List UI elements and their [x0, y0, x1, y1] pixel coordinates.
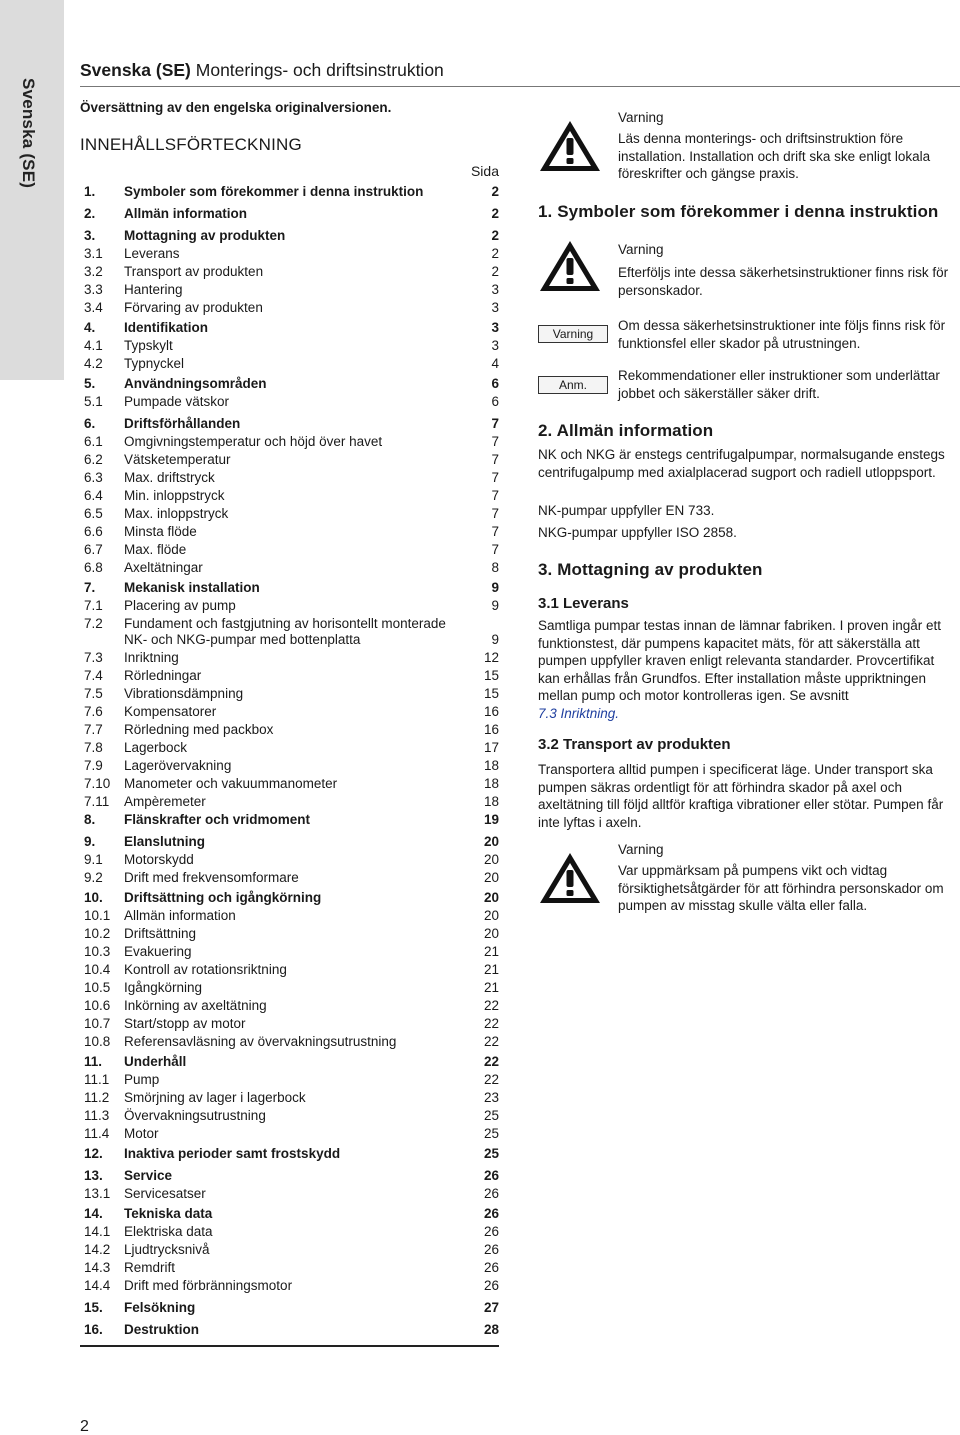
toc-entry-title: Underhåll — [124, 1054, 187, 1069]
toc-entry-number: 6.8 — [84, 560, 103, 575]
toc-entry-page: 9 — [491, 580, 499, 595]
toc-entry-page: 7 — [491, 434, 499, 449]
toc-entry-title: Leverans — [124, 246, 180, 261]
toc-entry-number: 10.7 — [84, 1016, 111, 1031]
toc-entry-number: 6.1 — [84, 434, 103, 449]
toc-entry-number: 6.7 — [84, 542, 103, 557]
toc-entry-page: 9 — [491, 598, 499, 613]
toc-entry-number: 7.8 — [84, 740, 103, 755]
toc-entry-title: Drift med förbränningsmotor — [124, 1278, 293, 1293]
toc-entry-page: 3 — [491, 338, 499, 353]
toc-entry-number: 4.1 — [84, 338, 103, 353]
toc-entry-number: 6.4 — [84, 488, 103, 503]
toc-entry-number: 4.2 — [84, 356, 103, 371]
toc-entry-page: 25 — [483, 1108, 499, 1123]
toc-entry-number: 6.6 — [84, 524, 103, 539]
toc-entry-number: 11.3 — [84, 1108, 110, 1123]
toc-entry-page: 7 — [491, 470, 499, 485]
toc-entry-page: 28 — [483, 1322, 499, 1337]
toc-entry-title: Hantering — [124, 282, 183, 297]
toc-entry-number: 7.2 — [84, 616, 103, 631]
toc-entry-page: 20 — [483, 834, 499, 849]
toc-entry-number: 2. — [84, 206, 96, 221]
toc-entry-title: Service — [124, 1168, 173, 1183]
warning-1-text: Läs denna monterings- och driftsinstruktion före installation. Installation och drift ska ske enligt lokala föreskrifter och gängse praxis. — [618, 131, 931, 181]
toc-entry-page: 6 — [491, 394, 499, 409]
toc-entry-title: Inaktiva perioder samt frostskydd — [124, 1146, 341, 1161]
toc-entry-page: 15 — [483, 686, 499, 701]
toc-entry-title: Smörjning av lager i lagerbock — [124, 1090, 306, 1105]
section-3-heading: 3. Mottagning av produkten — [538, 560, 763, 579]
toc-entry-number: 10.3 — [84, 944, 111, 959]
toc-entry-page: 26 — [483, 1260, 499, 1275]
toc-entry-title: Drift med frekvensomformare — [124, 870, 299, 885]
toc-entry-number: 5. — [84, 376, 96, 391]
toc-entry-number: 7.11 — [84, 794, 110, 809]
toc-entry-number: 7.4 — [84, 668, 103, 683]
toc-entry-title: Max. flöde — [124, 542, 187, 557]
toc-entry-page: 26 — [483, 1206, 499, 1221]
toc-entry-title: Tekniska data — [124, 1206, 213, 1221]
toc-entry-page: 6 — [491, 376, 499, 391]
toc-entry-number: 6.5 — [84, 506, 103, 521]
toc-entry-title: Minsta flöde — [124, 524, 197, 539]
toc-entry-page: 21 — [483, 944, 499, 959]
toc-entry-title: Mottagning av produkten — [124, 228, 286, 243]
toc-entry-page: 16 — [483, 704, 499, 719]
section-3-2-heading: 3.2 Transport av produkten — [538, 736, 731, 753]
header-title: Monterings- och driftsinstruktion — [195, 60, 444, 80]
toc-entry-number: 11. — [84, 1054, 103, 1069]
toc-entry-page: 3 — [491, 300, 499, 315]
toc-entry-title: Driftsättning och igångkörning — [124, 890, 322, 905]
toc-entry-title: Evakuering — [124, 944, 192, 959]
toc-entry-title: Mekanisk installation — [124, 580, 260, 595]
toc-entry-title: Inriktning — [124, 650, 179, 665]
toc-entry-title: Elanslutning — [124, 834, 205, 849]
toc-entry-page: 25 — [483, 1146, 499, 1161]
section-1-heading: 1. Symboler som förekommer i denna instruktion — [538, 202, 939, 221]
toc-entry-title: Transport av produkten — [124, 264, 264, 279]
toc-entry-page: 20 — [483, 870, 499, 885]
toc-entry-page: 20 — [483, 852, 499, 867]
warning-triangle-icon — [538, 850, 602, 906]
toc-entry-page: 27 — [483, 1300, 499, 1315]
toc-entry-number: 7. — [84, 580, 96, 595]
toc-entry-number: 4. — [84, 320, 96, 335]
toc-entry-page: 22 — [483, 998, 499, 1013]
toc-entry-number: 12. — [84, 1146, 103, 1161]
translation-note: Översättning av den engelska originalversionen. — [80, 100, 392, 115]
toc-entry-page: 7 — [491, 452, 499, 467]
header-language: Svenska (SE) — [80, 60, 191, 80]
toc-entry-title: Servicesatser — [124, 1186, 206, 1201]
section-3-1-text: Samtliga pumpar testas innan de lämnar fabriken. I proven ingår ett funktionstest, där pumpens kapacitet mäts, för att säkerställa att pumpen uppfyller kraven enligt relevanta standarder. Provcertifikat kan erhållas från Grundfos. Efter installation måste uppriktningen mellan pump och motor kontrolleras igen. Se avsnitt — [538, 618, 941, 703]
toc-entry-title: Lagerbock — [124, 740, 188, 755]
toc-entry-page: 16 — [483, 722, 499, 737]
toc-entry-page: 2 — [491, 228, 499, 243]
toc-entry-page: 20 — [483, 926, 499, 941]
toc-entry-title: Driftsförhållanden — [124, 416, 241, 431]
toc-entry-number: 14.1 — [84, 1224, 111, 1239]
toc-entry-title: Förvaring av produkten — [124, 300, 263, 315]
toc-entry-title: Allmän information — [124, 206, 248, 221]
toc-entry-number: 14. — [84, 1206, 103, 1221]
toc-entry-number: 7.9 — [84, 758, 103, 773]
toc-entry-number: 6.3 — [84, 470, 103, 485]
toc-entry-number: 7.5 — [84, 686, 103, 701]
toc-entry-title: Placering av pump — [124, 598, 236, 613]
toc-entry-page: 20 — [483, 890, 499, 905]
toc-entry-page: 21 — [483, 962, 499, 977]
toc-entry-title: Allmän information — [124, 908, 236, 923]
section-2-paragraph-1: NK och NKG är enstegs centrifugalpumpar, normalsugande enstegs centrifugalpump med axialplacerad sugport och radiell utloppsport. — [538, 447, 945, 480]
toc-entry-title: Ljudtrycksnivå — [124, 1242, 210, 1257]
toc-entry-title: Övervakningsutrustning — [124, 1108, 266, 1123]
toc-entry-number: 5.1 — [84, 394, 103, 409]
toc-entry-title: Ampèremeter — [124, 794, 206, 809]
toc-entry-title: Remdrift — [124, 1260, 176, 1275]
toc-entry-page: 9 — [491, 632, 499, 647]
toc-entry-title: Pump — [124, 1072, 160, 1087]
toc-end-rule — [80, 1345, 499, 1347]
toc-entry-number: 9.1 — [84, 852, 103, 867]
toc-entry-title: Max. inloppstryck — [124, 506, 229, 521]
toc-entry-page: 18 — [483, 794, 499, 809]
section-3-1-heading: 3.1 Leverans — [538, 595, 629, 612]
toc-entry-number: 6. — [84, 416, 96, 431]
toc-entry-title: Omgivningstemperatur och höjd över havet — [124, 434, 383, 449]
toc-entry-page: 7 — [491, 506, 499, 521]
toc-entry-number: 13.1 — [84, 1186, 111, 1201]
warning-2-label: Varning — [618, 242, 664, 257]
toc-entry-title: Referensavläsning av övervakningsutrustning — [124, 1034, 397, 1049]
toc-entry-page: 3 — [491, 320, 499, 335]
toc-entry-number: 3.4 — [84, 300, 103, 315]
toc-entry-number: 8. — [84, 812, 96, 827]
toc-entry-number: 11.1 — [84, 1072, 110, 1087]
toc-entry-number: 3.3 — [84, 282, 103, 297]
toc-entry-page: 7 — [491, 542, 499, 557]
toc-entry-number: 10. — [84, 890, 103, 905]
toc-entry-page: 2 — [491, 184, 499, 199]
toc-entry-number: 10.4 — [84, 962, 111, 977]
toc-entry-page: 21 — [483, 980, 499, 995]
toc-entry-page: 7 — [491, 524, 499, 539]
note-box-label: Anm. — [538, 376, 608, 394]
toc-entry-page: 15 — [483, 668, 499, 683]
toc-entry-title: Max. driftstryck — [124, 470, 215, 485]
toc-entry-page: 3 — [491, 282, 499, 297]
toc-entry-title: Pumpade vätskor — [124, 394, 230, 409]
toc-entry-page: 23 — [483, 1090, 499, 1105]
toc-entry-title: Identifikation — [124, 320, 208, 335]
toc-entry-title: Typnyckel — [124, 356, 185, 371]
toc-entry-title: Manometer och vakuummanometer — [124, 776, 338, 791]
toc-entry-number: 11.2 — [84, 1090, 110, 1105]
toc-entry-page: 17 — [483, 740, 499, 755]
language-side-tab — [0, 0, 64, 380]
toc-entry-page: 22 — [483, 1034, 499, 1049]
toc-entry-number: 7.7 — [84, 722, 103, 737]
toc-entry-number: 7.1 — [84, 598, 103, 613]
toc-entry-title: Kontroll av rotationsriktning — [124, 962, 287, 977]
toc-entry-title: Motorskydd — [124, 852, 194, 867]
section-2-paragraph-3: NKG-pumpar uppfyller ISO 2858. — [538, 525, 737, 540]
toc-entry-number: 16. — [84, 1322, 103, 1337]
toc-entry-page: 26 — [483, 1224, 499, 1239]
toc-entry-title: Start/stopp av motor — [124, 1016, 246, 1031]
toc-entry-title: Symboler som förekommer i denna instruktion — [124, 184, 424, 199]
toc-entry[interactable] — [84, 616, 499, 650]
section-3-1-crossref-link[interactable]: 7.3 Inriktning. — [538, 705, 620, 721]
toc-entry-title: Rörledningar — [124, 668, 202, 683]
toc-entry-title: Felsökning — [124, 1300, 196, 1315]
toc-entry-number: 7.10 — [84, 776, 111, 791]
toc-entry-page: 26 — [483, 1278, 499, 1293]
toc-entry-page: 8 — [491, 560, 499, 575]
toc-entry-page: 20 — [483, 908, 499, 923]
toc-entry-number: 10.8 — [84, 1034, 111, 1049]
toc-entry-number: 7.6 — [84, 704, 103, 719]
toc-entry-page: 22 — [483, 1072, 499, 1087]
toc-entry-title: Lagerövervakning — [124, 758, 232, 773]
toc-entry-page: 7 — [491, 488, 499, 503]
toc-entry-title: Vätsketemperatur — [124, 452, 231, 467]
section-2-paragraph-2: NK-pumpar uppfyller EN 733. — [538, 503, 715, 518]
toc-entry-number: 1. — [84, 184, 96, 199]
toc-page-column-label: Sida — [470, 163, 499, 179]
toc-entry-page: 19 — [483, 812, 499, 827]
toc-entry-title: Elektriska data — [124, 1224, 213, 1239]
warning-triangle-icon — [538, 118, 602, 174]
toc-entry-number: 3.2 — [84, 264, 103, 279]
toc-entry-page: 2 — [491, 246, 499, 261]
toc-entry-title: Min. inloppstryck — [124, 488, 225, 503]
toc-entry-number: 15. — [84, 1300, 103, 1315]
toc-entry-page: 26 — [483, 1186, 499, 1201]
toc-entry-page: 2 — [491, 206, 499, 221]
toc-entry-number: 9.2 — [84, 870, 103, 885]
toc-entry-number: 10.6 — [84, 998, 111, 1013]
toc-entry-number: 14.2 — [84, 1242, 111, 1257]
toc-entry-title: Axeltätningar — [124, 560, 203, 575]
toc-entry-number: 14.3 — [84, 1260, 111, 1275]
toc-entry-title: Kompensatorer — [124, 704, 217, 719]
toc-entry-page: 4 — [491, 356, 499, 371]
toc-entry-page: 12 — [483, 650, 499, 665]
header-divider — [80, 86, 960, 87]
warning-triangle-icon — [538, 238, 602, 294]
toc-entry-page: 26 — [483, 1168, 499, 1183]
toc-entry-title: Inkörning av axeltätning — [124, 998, 267, 1013]
page-header — [80, 60, 444, 81]
toc-entry-number: 13. — [84, 1168, 103, 1183]
warning-3-label: Varning — [618, 842, 664, 857]
toc-entry-number: 10.2 — [84, 926, 111, 941]
warning-2-text: Efterföljs inte dessa säkerhetsinstruktioner finns risk för personskador. — [618, 265, 949, 298]
toc-entry-page: 26 — [483, 1242, 499, 1257]
toc-entry-title: Driftsättning — [124, 926, 197, 941]
toc-entry-page: 7 — [491, 416, 499, 431]
toc-entry-title: Typskylt — [124, 338, 173, 353]
toc-entry-number: 3. — [84, 228, 96, 243]
page-number: 2 — [80, 1418, 89, 1435]
warning-3-text: Var uppmärksam på pumpens vikt och vidtag försiktighetsåtgärder för att förhindra personskador om pumpen av misstag skulle välta eller falla. — [618, 863, 944, 913]
toc-entry-title: Fundament och fastgjutning av horisontellt monterade NK- och NKG-pumpar med bottenplatta — [124, 616, 446, 647]
caution-box-label: Varning — [538, 325, 608, 343]
warning-1-label: Varning — [618, 110, 664, 125]
toc-entry-page: 22 — [483, 1016, 499, 1031]
toc-entry-title: Användningsområden — [124, 376, 267, 391]
toc-entry-number: 14.4 — [84, 1278, 111, 1293]
section-3-2-paragraph: Transportera alltid pumpen i specificerat läge. Under transport ska pumpen säkras ordentligt för att förhindra skador på axel och axeltätning till följd alltför kraftiga vibrationer eller stötar. Pumpen får inte lyftas i axeln. — [538, 762, 944, 830]
toc-entry-title: Flänskrafter och vridmoment — [124, 812, 311, 827]
toc-entry-number: 6.2 — [84, 452, 103, 467]
toc-entry-number: 10.5 — [84, 980, 111, 995]
toc-entry-page: 2 — [491, 264, 499, 279]
toc-entry-number: 3.1 — [84, 246, 103, 261]
toc-entry-page: 22 — [483, 1054, 499, 1069]
toc-entry-number: 10.1 — [84, 908, 111, 923]
note-box-text: Rekommendationer eller instruktioner som underlättar jobbet och säkerställer säker drift. — [618, 368, 940, 401]
side-tab-label: Svenska (SE) — [19, 78, 38, 189]
toc-entry-title: Destruktion — [124, 1322, 200, 1337]
toc-entry-number: 11.4 — [84, 1126, 110, 1141]
toc-entry-page: 18 — [483, 776, 499, 791]
toc-entry-page: 25 — [483, 1126, 499, 1141]
toc-entry-page: 18 — [483, 758, 499, 773]
toc-entry-title: Motor — [124, 1126, 159, 1141]
toc-entry-number: 7.3 — [84, 650, 103, 665]
section-3-1-paragraph — [538, 617, 958, 722]
toc-entry-title: Rörledning med packbox — [124, 722, 274, 737]
section-2-heading: 2. Allmän information — [538, 421, 714, 440]
caution-box-text: Om dessa säkerhetsinstruktioner inte följs finns risk för funktionsfel eller skador på utrustningen. — [618, 318, 946, 351]
toc-entry-number: 9. — [84, 834, 96, 849]
toc-title: INNEHÅLLSFÖRTECKNING — [80, 135, 302, 154]
toc-entry-title: Vibrationsdämpning — [124, 686, 244, 701]
toc-entry-title: Igångkörning — [124, 980, 203, 995]
